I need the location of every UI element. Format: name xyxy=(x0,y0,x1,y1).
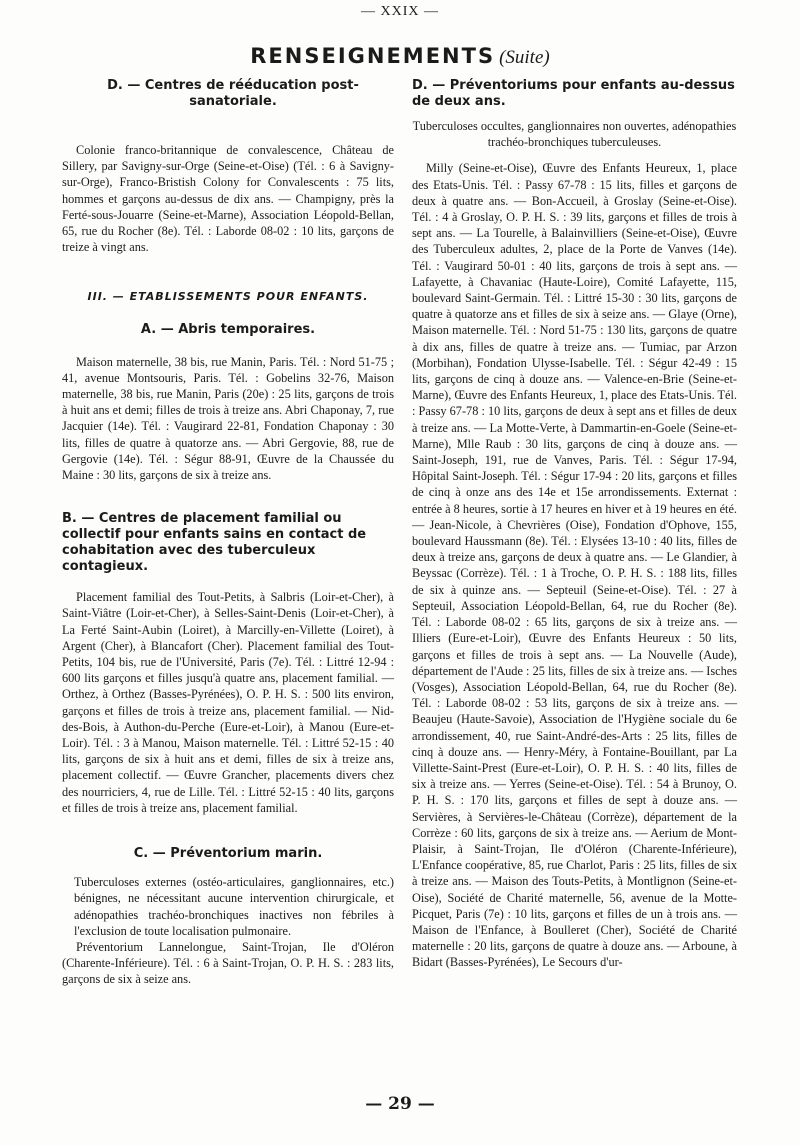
left-column xyxy=(62,78,394,988)
section-d2-heading: D. — Préventoriums pour enfants au-dessus de deux ans. xyxy=(412,78,735,109)
page-number: — 29 — xyxy=(365,1094,435,1114)
section-d-heading: D. — Centres de rééducation post-sanatoriale. xyxy=(107,78,359,109)
section-d2-text: Milly (Seine-et-Oise), Œuvre des Enfants Heureux, 1, place des Etats-Unis. Tél. : Passy 67-78 : 15 lits, filles et garçons de deux à quatre ans. — Bon-Accueil, à Groslay (Seine-et-Oise). Tél. : 4 à Groslay, O. P. H. S. : 39 lits, garçons et filles de trois à sept ans. — La Tourelle, à Balainvilliers (Seine-et-Oise), Œuvre des Tuberculeux adultes, 2, place de la Porte de Vanves (14e). Tél. : Vaugirard 50-01 : 40 lits, garçons de trois à sept ans. — Lafayette, à Chavaniac (Haute-Loire), Comité Lafayette, 115, boulevard Saint-Germain. Tél. : Littré 15-30 : 30 lits, garçons de quatre à quatorze ans et filles de six à seize ans. — Glaye (Orne), Maison maternelle. Tél. : Nord 51-75 : 130 lits, garçons de quatre à dix ans, filles de quatre à treize ans. — Tumiac, par Arzon (Morbihan), Fondation Ulysse-Isabelle. Tél. : Ségur 42-49 : 15 lits, garçons de cinq à douze ans. — Valence-en-Brie (Seine-et-Marne), Œuvre des Enfants Heureux, 1, place des Etats-Unis. Tél. : Passy 67-78 : 10 lits, garçons de deux à sept ans et filles de deux à treize ans. — La Motte-Verte, à Dammartin-en-Goele (Seine-et-Marne), Mlle Raub : 30 lits, garçons de cinq à douze ans. — Saint-Joseph, 191, rue de Vanves, Paris. Tél. : Ségur 17-94, Hôpital Saint-Joseph. Tél. : Ségur 17-94 : 20 lits, garçons et filles de cinq à onze ans des 14e et 15e arrondissements. Externat : entrée à 8 heures, sortie à 17 heures en hiver et à 19 heures en été. — Jean-Nicole, à Chevrières (Oise), Fondation d'Ophove, 155, boulevard Haussmann (8e). Tél. : Elysées 13-10 : 40 lits, filles de deux à treize ans, garçons de deux à quatre ans. — Le Glandier, à Beyssac (Corrèze). Tél. : 1 à Troche, O. P. H. S. : 188 lits, filles de six à quinze ans. — Septeuil (Seine-et-Oise). Tél. : 27 à Septeuil, Association Léopold-Bellan, 64, rue du Rocher (8e). Tél. : Laborde 08-02 : 65 lits, garçons de six à treize ans. — Illiers (Eure-et-Loir), Œuvre des Enfants Heureux : 50 lits, garçons et filles de trois à sept ans. — La Nouvelle (Aude), département de l'Aude : 25 lits, filles de six à treize ans. — Isches (Vosges), Association Léopold-Bellan, 64, rue du Rocher (8e). Tél. : Laborde 08-02 : 53 lits, garçons de six à treize ans. — Beaujeu (Haute-Savoie), Association de l'Hygiène sociale du 6e arrondissement, 40, rue Saint-André-des-Arts : 25 lits, filles de cinq à douze ans. — Henry-Méry, à Fontaine-Bouillant, par La Villette-Saint-Prest (Eure-et-Loir), O. P. H. S. : 40 lits, filles de six à treize ans. — Yerres (Seine-et-Oise). Tél. : 54 à Brunoy, O. P. H. S. : 170 lits, garçons et filles de sept à douze ans. — Servières, à Servières-le-Château (Corrèze), département de la Corrèze : 60 lits, garçons de six à treize ans. — Aerium de Mont-Plaisir, à Saint-Trojan, Ile d'Oléron (Charente-Inférieure), L'Enfance coopérative, 85, rue Charlot, Paris : 25 lits, filles de six à treize ans. — Maison des Touts-Petits, à Montlignon (Seine-et-Oise), Société de Charité maternelle, 56, avenue de la Motte-Picquet, Paris (7e) : 10 lits, garçons et filles de un à trois ans. — Maison de l'Enfance, à Boulleret (Cher), Société de Charité maternelle : 20 lits, garçons de quatre à douze ans. — Arboune, à Bidart (Basses-Pyrénées), Le Secours d'ur- xyxy=(412,161,737,970)
page-title xyxy=(0,44,800,69)
section-iii-heading: III. — ETABLISSEMENTS POUR ENFANTS. xyxy=(87,290,369,304)
right-column xyxy=(412,78,737,971)
section-b-text: Placement familial des Tout-Petits, à Salbris (Loir-et-Cher), à Saint-Viâtre (Loir-et-Cher), à Selles-Saint-Denis (Loir-et-Cher), à La Ferté Saint-Aubin (Loiret), à Marcilly-en-Villette (Loiret), à Argent (Cher), à Blancafort (Cher). Placement familial des Tout-Petits, 104 bis, rue de l'Université, Paris (7e). Tél. : Littré 12-94 : 600 lits garçons et filles jusqu'à quatre ans, placement familial. — Orthez, à Orthez (Basses-Pyrénées), O. P. H. S. : 500 lits environ, garçons et filles de trois à treize ans, placement familial. — Nid-des-Bois, à Authon-du-Perche (Eure-et-Loir), à Manou (Eure-et-Loir). Tél. : 3 à Manou, Maison maternelle. Tél. : Littré 52-15 : 40 lits, garçons de six à huit ans et demi, filles de six à treize ans, placement collectif. — Œuvre Grancher, placements divers chez des nourriciers, 4, rue de Lille. Tél. : Littré 52-15 : 40 lits, garçons et filles de trois à treize ans, placement familial. xyxy=(62,590,394,815)
section-c-text: Préventorium Lannelongue, Saint-Trojan, Ile d'Oléron (Charente-Inférieure). Tél. : 6 à Saint-Trojan, O. P. H. S. : 283 lits, garçons de six à seize ans. xyxy=(62,939,394,987)
section-c-heading: C. — Préventorium marin. xyxy=(133,846,323,862)
title-main: RENSEIGNEMENTS xyxy=(250,44,496,68)
section-d-text: Colonie franco-britannique de convalescence, Château de Sillery, par Savigny-sur-Orge (Seine-et-Oise) (Tél. : 6 à Savigny-sur-Orge), Franco-Bristish Colony for Convalescents : 75 lits, hommes et garçons au-dessus de dix ans. — Champigny, près la Ferté-sous-Jouarre (Seine-et-Marne), Association Léopold-Bellan, 65, rue du Rocher (8e). Tél. : Laborde 08-02 : 10 lits, garçons de treize à vingt ans. xyxy=(62,143,394,255)
roman-page-header: — XXIX — xyxy=(361,4,439,19)
section-d2-intro: Tuberculoses occultes, ganglionnaires non ouvertes, adénopathies trachéo-bronchiques tuberculeuses. xyxy=(412,119,737,150)
section-a-heading: A. — Abris temporaires. xyxy=(140,321,316,337)
section-b-heading: B. — Centres de placement familial ou collectif pour enfants sains en contact de cohabitation avec des tuberculeux contagieux. xyxy=(62,511,367,575)
section-a-text: Maison maternelle, 38 bis, rue Manin, Paris. Tél. : Nord 51-75 ; 41, avenue Montsouris, Paris. Tél. : Gobelins 32-76, Maison maternelle, 38 bis, rue Manin, Paris (20e) : 25 lits, garçons de trois à huit ans et demi; filles de trois à treize ans. Abri Chaponay, 7, rue Jacquier (14e). Tél. : Vaugirard 22-81, Fondation Chaponay : 30 lits, filles de quatre à quatorze ans. — Abri Gergovie, 88, rue de Gergovie (14e). Tél. : Ségur 88-91, Œuvre de la Chaussée du Maine : 30 lits, garçons de six à treize ans. xyxy=(62,354,394,483)
title-suffix: (Suite) xyxy=(499,47,550,68)
section-c-intro: Tuberculoses externes (ostéo-articulaires, ganglionnaires, etc.) bénignes, ne nécessitant aucune intervention chirurgicale, et adénopathies trachéo-bronchiques inactives non fébriles à l'exclusion de toute localisation pulmonaire. xyxy=(74,875,394,938)
